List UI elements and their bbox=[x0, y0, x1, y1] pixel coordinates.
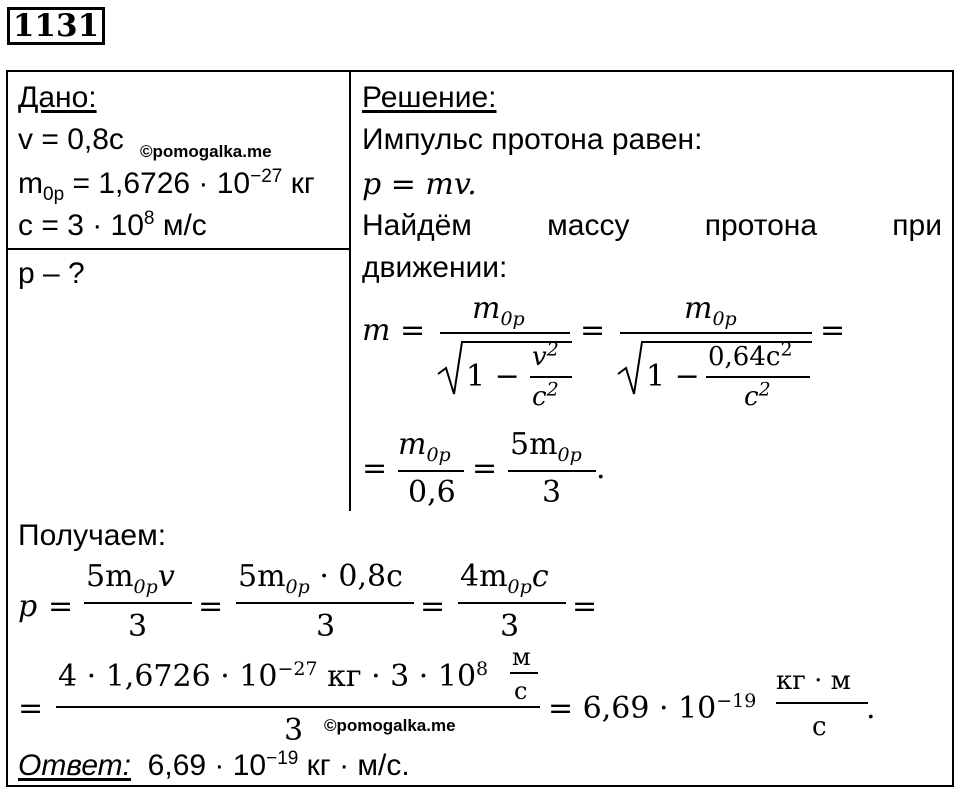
word-3: протона bbox=[704, 209, 818, 242]
fraction-bar bbox=[398, 470, 464, 472]
watermark: ©pomogalka.me bbox=[324, 716, 456, 735]
fraction-bar bbox=[56, 706, 540, 708]
fraction2-numerator: $5m_{0p} \cdot 0,8c$ bbox=[238, 559, 403, 598]
fraction-bar bbox=[440, 332, 570, 334]
equals-sign: = bbox=[572, 589, 598, 624]
column-divider bbox=[349, 70, 351, 511]
word-2: массу bbox=[547, 209, 630, 242]
solution-line1: Импульс протона равен: bbox=[362, 123, 703, 156]
v-squared: $v^2$ bbox=[532, 338, 559, 372]
rest-mass-numerator: $m_{0p}$ bbox=[472, 291, 525, 330]
equals-sign: = bbox=[580, 313, 606, 348]
word-1: Найдём bbox=[362, 209, 472, 242]
equals-sign: = bbox=[48, 589, 74, 624]
equals-sign: = bbox=[18, 691, 44, 726]
fraction1-numerator: $5m_{0p}v$ bbox=[86, 559, 175, 598]
equals-sign: = bbox=[472, 451, 498, 486]
given-find-divider bbox=[6, 248, 351, 250]
denominator-3: 3 bbox=[316, 609, 336, 644]
denominator-3: 3 bbox=[542, 475, 562, 510]
equals-sign: = bbox=[400, 313, 426, 348]
answer-line: Ответ: $6,69 \cdot 10^{-19}$ кг · м/с. bbox=[18, 748, 410, 782]
denominator-3: 3 bbox=[284, 713, 304, 748]
problem-number: 1131 bbox=[7, 7, 105, 45]
momentum-symbol: p bbox=[18, 589, 38, 624]
coefficient-c-squared: $0,64c^2$ bbox=[708, 338, 793, 372]
rest-mass-numerator: $m_{0p}$ bbox=[684, 291, 737, 330]
denominator-3: 3 bbox=[128, 609, 148, 644]
equals-sign: = bbox=[362, 451, 388, 486]
fraction-bar bbox=[776, 702, 868, 704]
sqrt-one-minus: 1 − bbox=[466, 359, 520, 394]
fraction-bar bbox=[84, 602, 192, 604]
mass-symbol: m bbox=[362, 313, 391, 348]
period: . bbox=[866, 691, 876, 726]
c-squared: $c^2$ bbox=[532, 378, 559, 412]
given-velocity: v = 0,8c bbox=[18, 123, 124, 156]
unit-kg-m: кг · м bbox=[776, 666, 851, 696]
denominator-06: 0,6 bbox=[408, 475, 456, 510]
c-squared: $c^2$ bbox=[744, 378, 771, 412]
equals-sign: = bbox=[820, 313, 846, 348]
find-momentum: p – ? bbox=[18, 257, 85, 290]
result-value: = $6,69 \cdot 10^{-19}$ bbox=[548, 690, 757, 726]
equals-sign: = bbox=[420, 589, 446, 624]
denominator-3: 3 bbox=[500, 609, 520, 644]
unit-seconds: с bbox=[514, 677, 528, 705]
given-light-speed: $c = 3 \cdot 10^8$ м/с bbox=[18, 208, 207, 242]
result-heading: Получаем: bbox=[18, 519, 167, 552]
given-heading: Дано: bbox=[18, 81, 97, 114]
answer-label: Ответ: bbox=[18, 749, 131, 782]
watermark: ©pomogalka.me bbox=[140, 142, 272, 161]
five-rest-mass: $5m_{0p}$ bbox=[510, 427, 582, 466]
period: . bbox=[596, 451, 606, 486]
momentum-formula: p = mv. bbox=[362, 167, 477, 202]
calc-numerator: $4 \cdot 1,6726 \cdot 10^{-27}$ кг · $3 \cdot 10^8$ bbox=[58, 658, 489, 694]
solution-line3: движении: bbox=[362, 251, 508, 284]
word-4: при bbox=[892, 209, 942, 242]
solution-justified-line bbox=[362, 208, 942, 244]
sqrt-one-minus: 1 − bbox=[646, 359, 700, 394]
equals-sign: = bbox=[198, 589, 224, 624]
fraction3-numerator: $4m_{0p}c$ bbox=[460, 559, 549, 598]
rest-mass-numerator: $m_{0p}$ bbox=[398, 427, 451, 466]
fraction-bar bbox=[458, 602, 566, 604]
given-rest-mass: $m_{0p} = 1,6726 \cdot 10^{-27}$ кг bbox=[18, 166, 315, 205]
fraction-bar bbox=[620, 332, 812, 334]
solution-heading: Решение: bbox=[362, 81, 497, 114]
unit-c: с bbox=[812, 712, 827, 742]
unit-meters: м bbox=[512, 643, 531, 671]
fraction-bar bbox=[236, 602, 414, 604]
fraction-bar bbox=[508, 470, 596, 472]
